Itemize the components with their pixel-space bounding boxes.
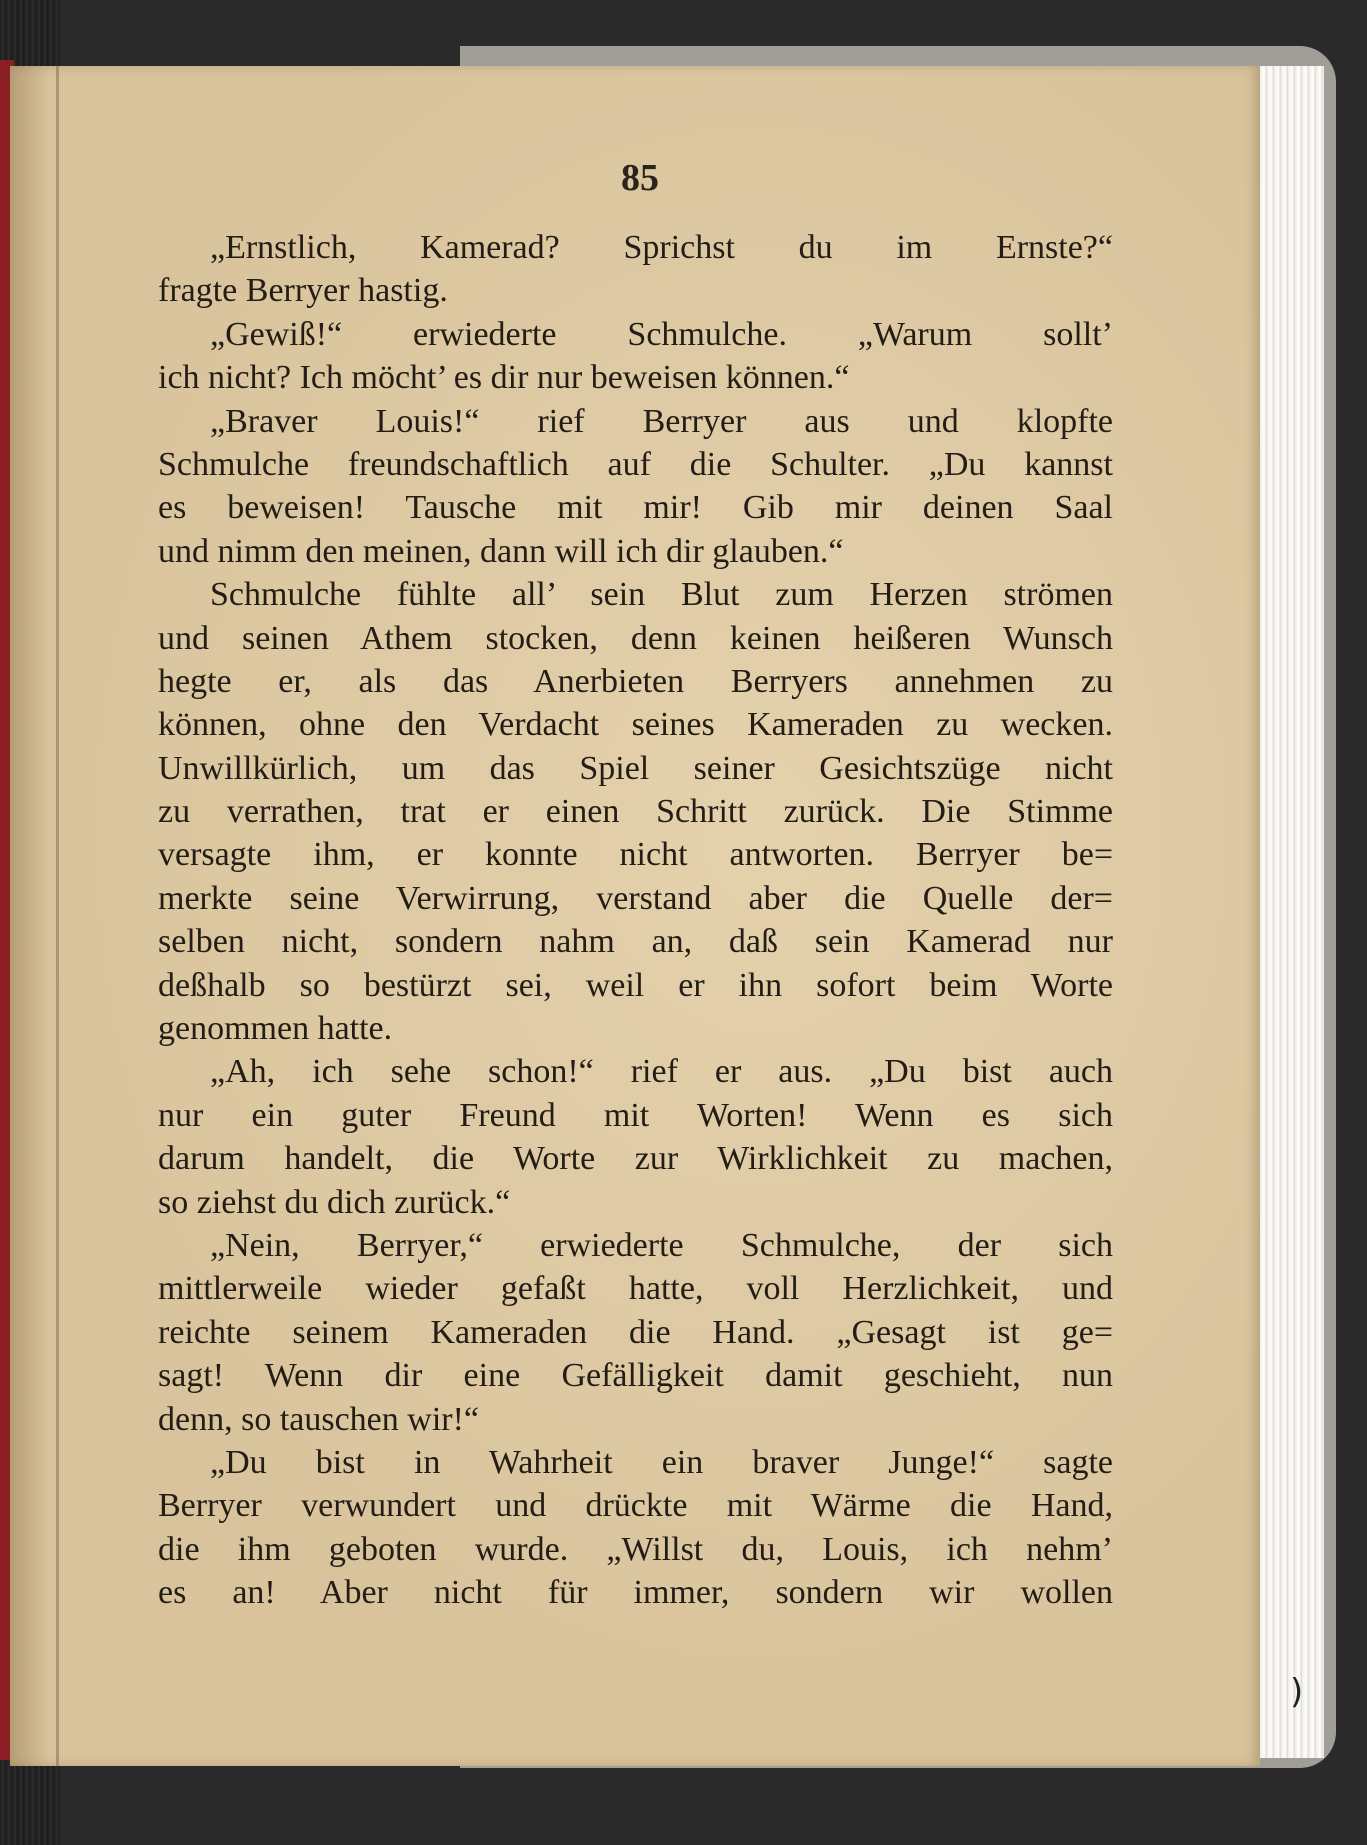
- text-line: so ziehst du dich zurück.“: [158, 1183, 511, 1221]
- text-line: reichte seinem Kameraden die Hand. „Gesagt ist ge=: [158, 1313, 1113, 1351]
- text-line: die ihm geboten wurde. „Willst du, Louis, ich nehm’: [158, 1530, 1113, 1568]
- text-line: ich nicht? Ich möcht’ es dir nur beweisen können.“: [158, 359, 850, 397]
- text-line: „Ah, ich sehe schon!“ rief er aus. „Du bist auch: [210, 1053, 1113, 1091]
- text-line: „Du bist in Wahrheit ein braver Junge!“ sagte: [210, 1443, 1113, 1481]
- text-line: „Gewiß!“ erwiederte Schmulche. „Warum sollt’: [210, 315, 1113, 353]
- text-line: zu verrathen, trat er einen Schritt zurück. Die Stimme: [158, 793, 1113, 831]
- text-line: „Nein, Berryer,“ erwiederte Schmulche, der sich: [210, 1226, 1113, 1264]
- text-line: darum handelt, die Worte zur Wirklichkeit zu machen,: [158, 1140, 1113, 1178]
- gutter-line: [56, 66, 59, 1766]
- text-line: deßhalb so bestürzt sei, weil er ihn sofort beim Worte: [158, 966, 1113, 1004]
- text-line: denn, so tauschen wir!“: [158, 1400, 480, 1438]
- text-line: genommen hatte.: [158, 1010, 393, 1048]
- text-line: nur ein guter Freund mit Worten! Wenn es sich: [158, 1096, 1113, 1134]
- text-line: Berryer verwundert und drückte mit Wärme die Hand,: [158, 1487, 1113, 1525]
- text-line: es an! Aber nicht für immer, sondern wir wollen: [158, 1574, 1113, 1612]
- text-line: hegte er, als das Anerbieten Berryers annehmen zu: [158, 662, 1113, 700]
- text-line: mittlerweile wieder gefaßt hatte, voll Herzlichkeit, und: [158, 1270, 1113, 1308]
- text-line: Schmulche freundschaftlich auf die Schulter. „Du kannst: [158, 445, 1113, 483]
- text-line: und seinen Athem stocken, denn keinen heißeren Wunsch: [158, 619, 1113, 657]
- text-line: „Braver Louis!“ rief Berryer aus und klopfte: [210, 402, 1113, 440]
- text-line: und nimm den meinen, dann will ich dir glauben.“: [158, 532, 844, 570]
- text-line: Unwillkürlich, um das Spiel seiner Gesichtszüge nicht: [158, 749, 1113, 787]
- page-number: 85: [621, 157, 659, 199]
- text-line: sagt! Wenn dir eine Gefälligkeit damit geschieht, nun: [158, 1357, 1113, 1395]
- text-line: „Ernstlich, Kamerad? Sprichst du im Ernste?“: [210, 229, 1113, 266]
- body-text: [158, 226, 1113, 1615]
- text-line: es beweisen! Tausche mit mir! Gib mir deinen Saal: [158, 489, 1113, 527]
- edge-mark: ): [1290, 1672, 1304, 1712]
- text-line: können, ohne den Verdacht seines Kameraden zu wecken.: [158, 706, 1113, 744]
- text-line: selben nicht, sondern nahm an, daß sein Kamerad nur: [158, 923, 1113, 961]
- text-line: Schmulche fühlte all’ sein Blut zum Herzen strömen: [210, 576, 1113, 614]
- text-line: versagte ihm, er konnte nicht antworten. Berryer be=: [158, 836, 1113, 874]
- book-page: [10, 66, 1260, 1766]
- text-line: fragte Berryer hastig.: [158, 272, 448, 310]
- text-line: merkte seine Verwirrung, verstand aber die Quelle der=: [158, 879, 1113, 917]
